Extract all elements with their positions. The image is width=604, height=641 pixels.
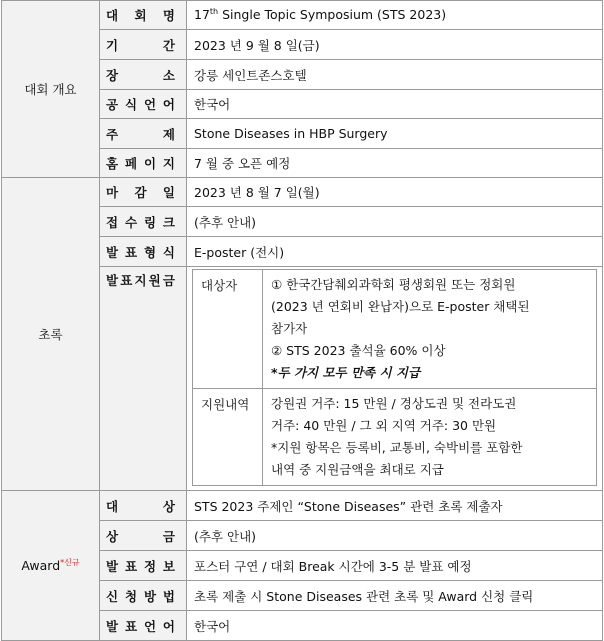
label-char: 발: [106, 273, 119, 288]
label-char: 표: [124, 244, 138, 260]
label-char: 표: [124, 618, 138, 634]
label-venue: [100, 60, 187, 90]
label-prize: [100, 521, 187, 551]
label-event-name: [100, 1, 187, 30]
label-spread: [106, 6, 175, 24]
label-presentation-language: [100, 611, 187, 641]
value-language: 한국어: [187, 90, 603, 119]
label-char: 정: [143, 558, 157, 574]
label-char: 지: [162, 156, 175, 171]
value-venue: 강릉 세인트존스호텔: [187, 60, 603, 90]
detail-line: 강원권 거주: 15 만원 / 경상도권 및 전라도권: [271, 396, 517, 411]
label-char: 간: [162, 37, 175, 53]
target-line: ② STS 2023 출석율 60% 이상: [271, 343, 446, 358]
support-table: [192, 269, 597, 486]
label-char: 법: [162, 588, 175, 604]
value-presentation-language: 한국어: [187, 611, 603, 641]
label-char: 기: [106, 37, 119, 53]
label-char: 언: [143, 618, 157, 634]
label-homepage: [100, 149, 187, 178]
label-submit-link: [100, 207, 187, 237]
value-presentation-info: 포스터 구연 / 대회 Break 시간에 3-5 분 발표 예정: [187, 551, 603, 581]
label-char: 감: [134, 185, 147, 200]
section-award: Award$^{*신규}$: [2, 491, 100, 641]
value-application: 초록 제출 시 Stone Diseases 관련 초록 및 Award 신청 클릭: [187, 581, 603, 611]
detail-line: 내역 중 지원금액을 최대로 지급: [271, 462, 444, 477]
label-char: 장: [106, 67, 119, 83]
value-submit-link: (추후 안내): [187, 207, 603, 237]
support-target-text: [263, 270, 597, 389]
label-char: 금: [162, 273, 175, 288]
value-format: E-poster (전시): [187, 237, 603, 267]
support-cell: [187, 267, 603, 491]
label-target: [100, 491, 187, 521]
label-char: 신: [106, 588, 119, 604]
label-char: 명: [162, 8, 175, 23]
label-char: 어: [162, 618, 175, 634]
label-char: 크: [162, 214, 175, 230]
label-application: [100, 581, 187, 611]
label-char: 주: [106, 126, 119, 142]
label-char: 상: [106, 528, 119, 544]
value-period: 2023 년 9 월 8 일(금): [187, 30, 603, 60]
value-event-name: 17th Single Topic Symposium (STS 2023): [187, 1, 603, 30]
value-homepage: 7 월 중 오픈 예정: [187, 149, 603, 178]
label-char: 링: [143, 214, 157, 230]
label-presentation-info: [100, 551, 187, 581]
label-char: 대: [106, 8, 119, 23]
value-target: STS 2023 주제인 “Stone Diseases” 관련 초록 제출자: [187, 491, 603, 521]
label-char: 상: [162, 498, 175, 514]
label-char: 접: [106, 214, 119, 230]
label-char: 금: [162, 528, 175, 544]
label-char: 발: [106, 618, 119, 634]
new-badge: *신규: [60, 558, 80, 568]
label-char: 공: [106, 97, 119, 112]
label-char: 방: [143, 588, 157, 604]
label-char: 지: [134, 273, 147, 288]
detail-line: *지원 항목은 등록비, 교통비, 숙박비를 포함한: [271, 440, 523, 455]
info-table: [1, 0, 603, 641]
label-char: 페: [124, 156, 138, 171]
label-period: [100, 30, 187, 60]
label-char: 대: [106, 498, 119, 514]
label-language: [100, 90, 187, 119]
label-support: [100, 267, 187, 491]
label-char: 수: [124, 214, 138, 230]
label-char: 마: [106, 185, 119, 200]
label-char: 홈: [106, 156, 119, 171]
label-char: 이: [143, 156, 157, 171]
label-char: 보: [162, 558, 175, 574]
label-topic: [100, 119, 187, 149]
value-prize: (추후 안내): [187, 521, 603, 551]
label-char: 원: [148, 273, 161, 288]
support-target-label: 대상자: [193, 270, 263, 389]
label-deadline: [100, 178, 187, 207]
target-line: (2023 년 연회비 완납자)으로 E-poster 채택된: [271, 299, 530, 314]
label-char: 일: [162, 185, 175, 200]
target-note: *두 가지 모두 만족 시 지급: [271, 365, 421, 380]
label-char: 청: [124, 588, 138, 604]
label-char: 형: [143, 244, 157, 260]
label-char: 제: [162, 126, 175, 142]
label-char: 식: [162, 244, 175, 260]
label-char: 회: [134, 8, 147, 23]
label-char: 식: [124, 97, 138, 112]
detail-line: 거주: 40 만원 / 그 외 지역 거주: 30 만원: [271, 418, 497, 433]
label-char: 언: [143, 97, 157, 112]
label-char: 어: [162, 97, 175, 112]
value-topic: Stone Diseases in HBP Surgery: [187, 119, 603, 149]
value-deadline: 2023 년 8 월 7 일(월): [187, 178, 603, 207]
section-overview: 대회 개요: [2, 1, 100, 178]
label-char: 소: [162, 67, 175, 83]
support-detail-label: 지원내역: [193, 389, 263, 486]
section-abstract: 초록: [2, 178, 100, 491]
label-char: 표: [124, 558, 138, 574]
target-line: 참가자: [271, 321, 308, 336]
support-detail-text: [263, 389, 597, 486]
target-line: ① 한국간담췌외과학회 평생회원 또는 정회원: [271, 277, 516, 292]
label-format: [100, 237, 187, 267]
label-char: 발: [106, 558, 119, 574]
label-char: 발: [106, 244, 119, 260]
label-char: 표: [120, 273, 133, 288]
